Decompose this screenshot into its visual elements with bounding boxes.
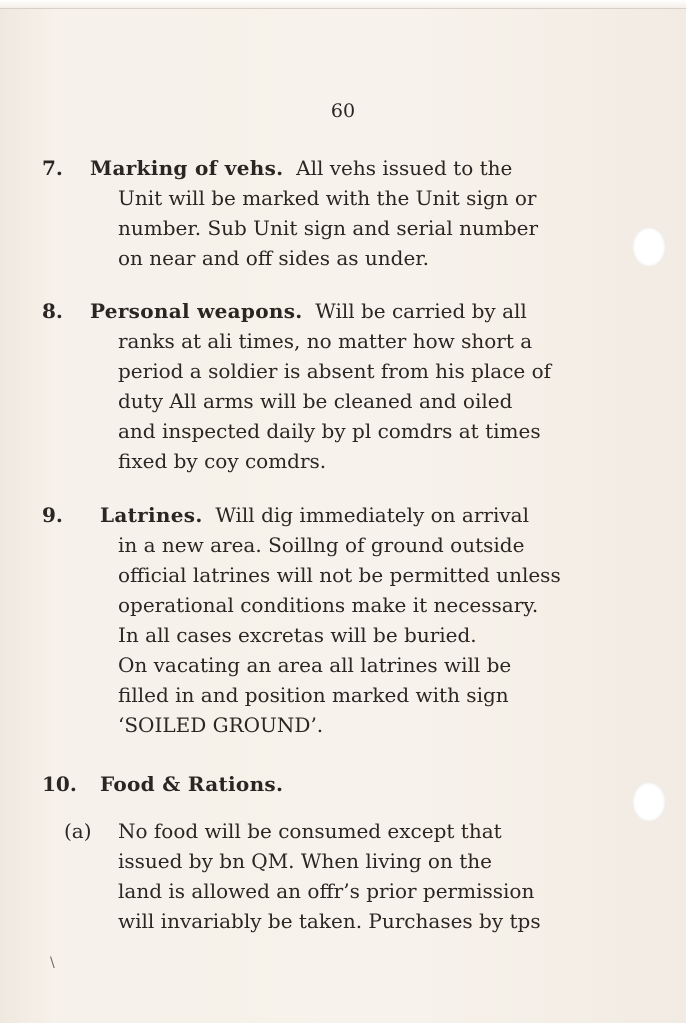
page-top-edge	[0, 0, 686, 9]
section-lead	[90, 153, 598, 183]
punch-hole	[632, 227, 666, 267]
section-title: Marking of vehs.	[90, 156, 284, 180]
section-lead	[100, 500, 598, 530]
section-body	[118, 326, 598, 476]
section-first-line: Will dig immediately on arrival	[215, 503, 529, 527]
text-line: period a soldier is absent from his place of	[118, 359, 552, 383]
section-lead	[100, 769, 598, 799]
text-line: land is allowed an offr’s prior permission	[118, 879, 535, 903]
text-line: duty All arms will be cleaned and oiled	[118, 389, 513, 413]
text-line: ‘SOILED GROUND’.	[118, 713, 324, 737]
section-10	[42, 769, 598, 799]
section-heading	[42, 500, 598, 530]
text-line: operational conditions make it necessary.	[118, 593, 539, 617]
section-number: 10.	[42, 772, 77, 796]
section-title: Food & Rations.	[100, 772, 284, 796]
section-first-line: All vehs issued to the	[296, 156, 513, 180]
text-line: Unit will be marked with the Unit sign or	[118, 186, 537, 210]
text-line: In all cases excretas will be buried.	[118, 623, 477, 647]
text-line: fixed by coy comdrs.	[118, 449, 327, 473]
text-line: On vacating an area all latrines will be	[118, 653, 512, 677]
text-line: issued by bn QM. When living on the	[118, 849, 492, 873]
section-heading	[42, 769, 598, 799]
section-8	[42, 296, 598, 476]
section-heading	[42, 153, 598, 183]
text-line: on near and off sides as under.	[118, 246, 429, 270]
subsection-body	[118, 816, 604, 936]
text-line: ranks at ali times, no matter how short a	[118, 329, 533, 353]
text-line: official latrines will not be permitted unless	[118, 563, 561, 587]
text-line: will invariably be taken. Purchases by tps	[118, 909, 541, 933]
text-line: filled in and position marked with sign	[118, 683, 509, 707]
section-9	[42, 500, 598, 740]
text-line: in a new area. Soillng of ground outside	[118, 533, 525, 557]
section-first-line: Will be carried by all	[315, 299, 527, 323]
page-number: 60	[330, 100, 356, 122]
section-7	[42, 153, 598, 273]
section-heading	[42, 296, 598, 326]
pencil-mark: \	[50, 955, 55, 971]
section-title: Latrines.	[100, 503, 203, 527]
section-lead	[90, 296, 598, 326]
text-line: number. Sub Unit sign and serial number	[118, 216, 539, 240]
subsection-label: (a)	[64, 819, 92, 843]
subsection-a	[64, 816, 604, 936]
section-number: 8.	[42, 299, 63, 323]
text-line: and inspected daily by pl comdrs at times	[118, 419, 541, 443]
section-title: Personal weapons.	[90, 299, 303, 323]
section-number: 9.	[42, 503, 63, 527]
text-line: No food will be consumed except that	[118, 819, 502, 843]
section-body	[118, 183, 598, 273]
section-number: 7.	[42, 156, 63, 180]
punch-hole	[632, 782, 666, 822]
section-body	[118, 530, 598, 740]
